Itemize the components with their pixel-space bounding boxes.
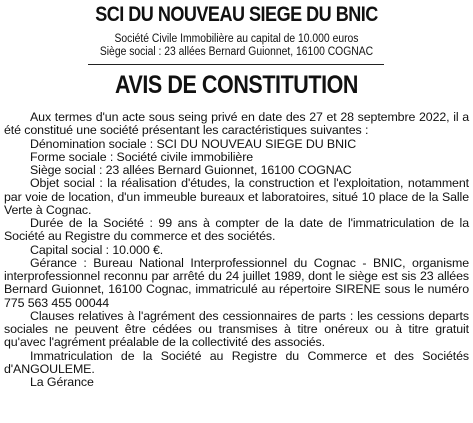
registered-office-paragraph: Siège social : 23 allées Bernard Guionnet, 16100 COGNAC xyxy=(30,163,352,177)
registration-paragraph: Immatriculation de la Société au Registre du Commerce et des Sociétés d'ANGOULEME. xyxy=(4,348,469,376)
company-title: SCI DU NOUVEAU SIEGE DU BNIC xyxy=(95,3,378,26)
company-purpose-paragraph: Objet social : la réalisation d'études, la construction et l'exploitation, notamment par voie de location, d'un immeuble bureaux et laboratoires, situé 10 place de la Salle Verte à Cognac. xyxy=(4,176,469,217)
share-capital-paragraph: Capital social : 10.000 €. xyxy=(30,242,164,257)
transfer-clauses-paragraph: Clauses relatives à l'agrément des cessionnaires de parts : les cessions departs sociales ne peuvent être cédées ou transmises à titre onéreux ou à titre gratuit qu'avec l'agrément préalable de la collectivité des associés. xyxy=(4,308,469,350)
divider-rule xyxy=(88,64,384,65)
legal-form-paragraph: Forme sociale : Société civile immobilière xyxy=(30,149,254,164)
signature-line: La Gérance xyxy=(30,375,94,389)
company-name-paragraph: Dénomination sociale : SCI DU NOUVEAU SIEGE DU BNIC xyxy=(30,136,357,151)
notice-body xyxy=(4,111,469,389)
company-capital-line: Société Civile Immobilière au capital de 10.000 euros xyxy=(114,33,359,45)
company-seat-line: Siège social : 23 allées Bernard Guionnet, 16100 COGNAC xyxy=(99,46,374,58)
management-paragraph: Gérance : Bureau National Interprofessionnel du Cognac - BNIC, organisme interprofessionnel reconnu par arrêté du 24 juillet 1989, dont le siège est sis 23 allées Bernard Guionnet, 16100 Cognac, immatriculé au répertoire SIRENE sous le numéro 775 563 455 00044 xyxy=(4,255,469,310)
intro-paragraph: Aux termes d'un acte sous seing privé en date des 27 et 28 septembre 2022, il a été constitué une société présentant les caractéristiques suivantes : xyxy=(4,110,469,138)
duration-paragraph: Durée de la Société : 99 ans à compter de la date de l'immatriculation de la Société au Registre du commerce et des sociétés. xyxy=(4,216,469,244)
notice-title: AVIS DE CONSTITUTION xyxy=(114,71,359,99)
